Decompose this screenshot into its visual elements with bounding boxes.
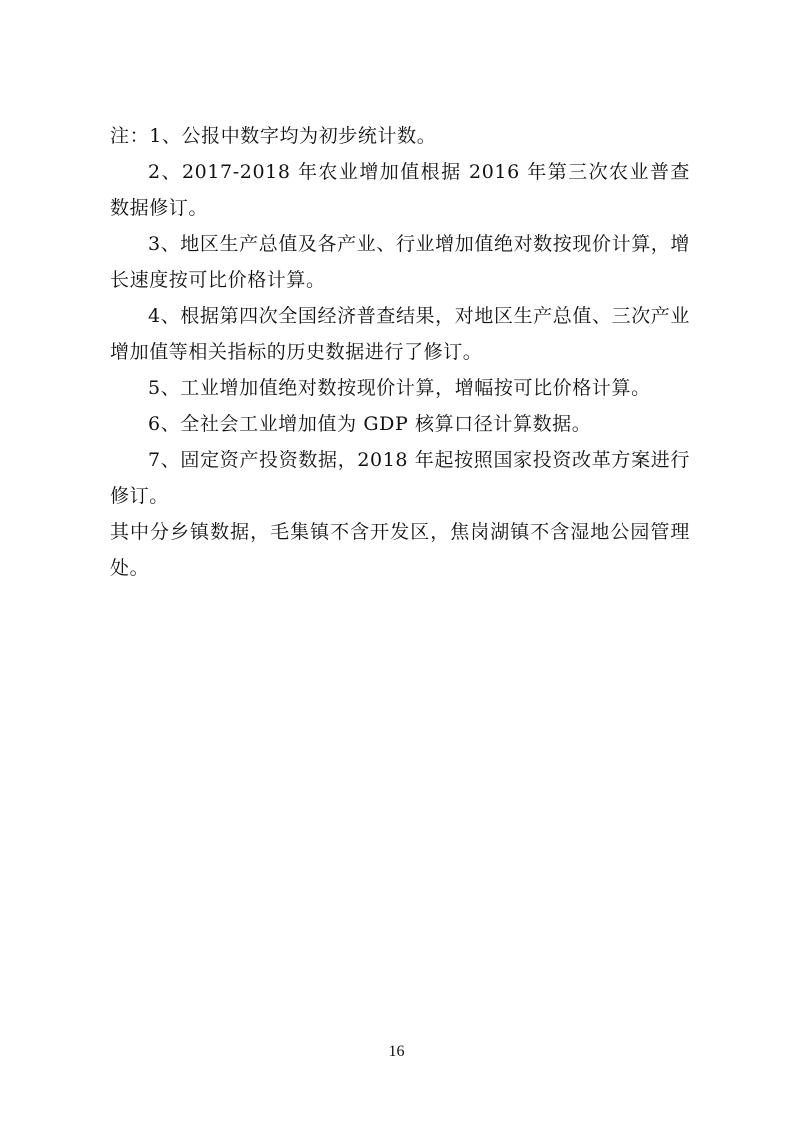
- note-1: 注：1、公报中数字均为初步统计数。: [110, 125, 437, 147]
- note-7: 7、固定资产投资数据，2018 年起按照国家投资改革方案进行修订。: [110, 449, 690, 507]
- note-3: 3、地区生产总值及各产业、行业增加值绝对数按现价计算，增长速度按可比价格计算。: [110, 233, 690, 291]
- note-5: 5、工业增加值绝对数按现价计算，增幅按可比价格计算。: [148, 377, 651, 399]
- note-2: 2、2017-2018 年农业增加值根据 2016 年第三次农业普查数据修订。: [110, 161, 690, 219]
- note-4: 4、根据第四次全国经济普查结果，对地区生产总值、三次产业增加值等相关指标的历史数据进行了修订。: [110, 305, 690, 363]
- notes-section: [110, 118, 690, 586]
- note-7-continuation: 其中分乡镇数据，毛集镇不含开发区，焦岗湖镇不含湿地公园管理处。: [110, 521, 690, 579]
- note-6: 6、全社会工业增加值为 GDP 核算口径计算数据。: [148, 413, 592, 435]
- page-number: 16: [388, 1043, 405, 1060]
